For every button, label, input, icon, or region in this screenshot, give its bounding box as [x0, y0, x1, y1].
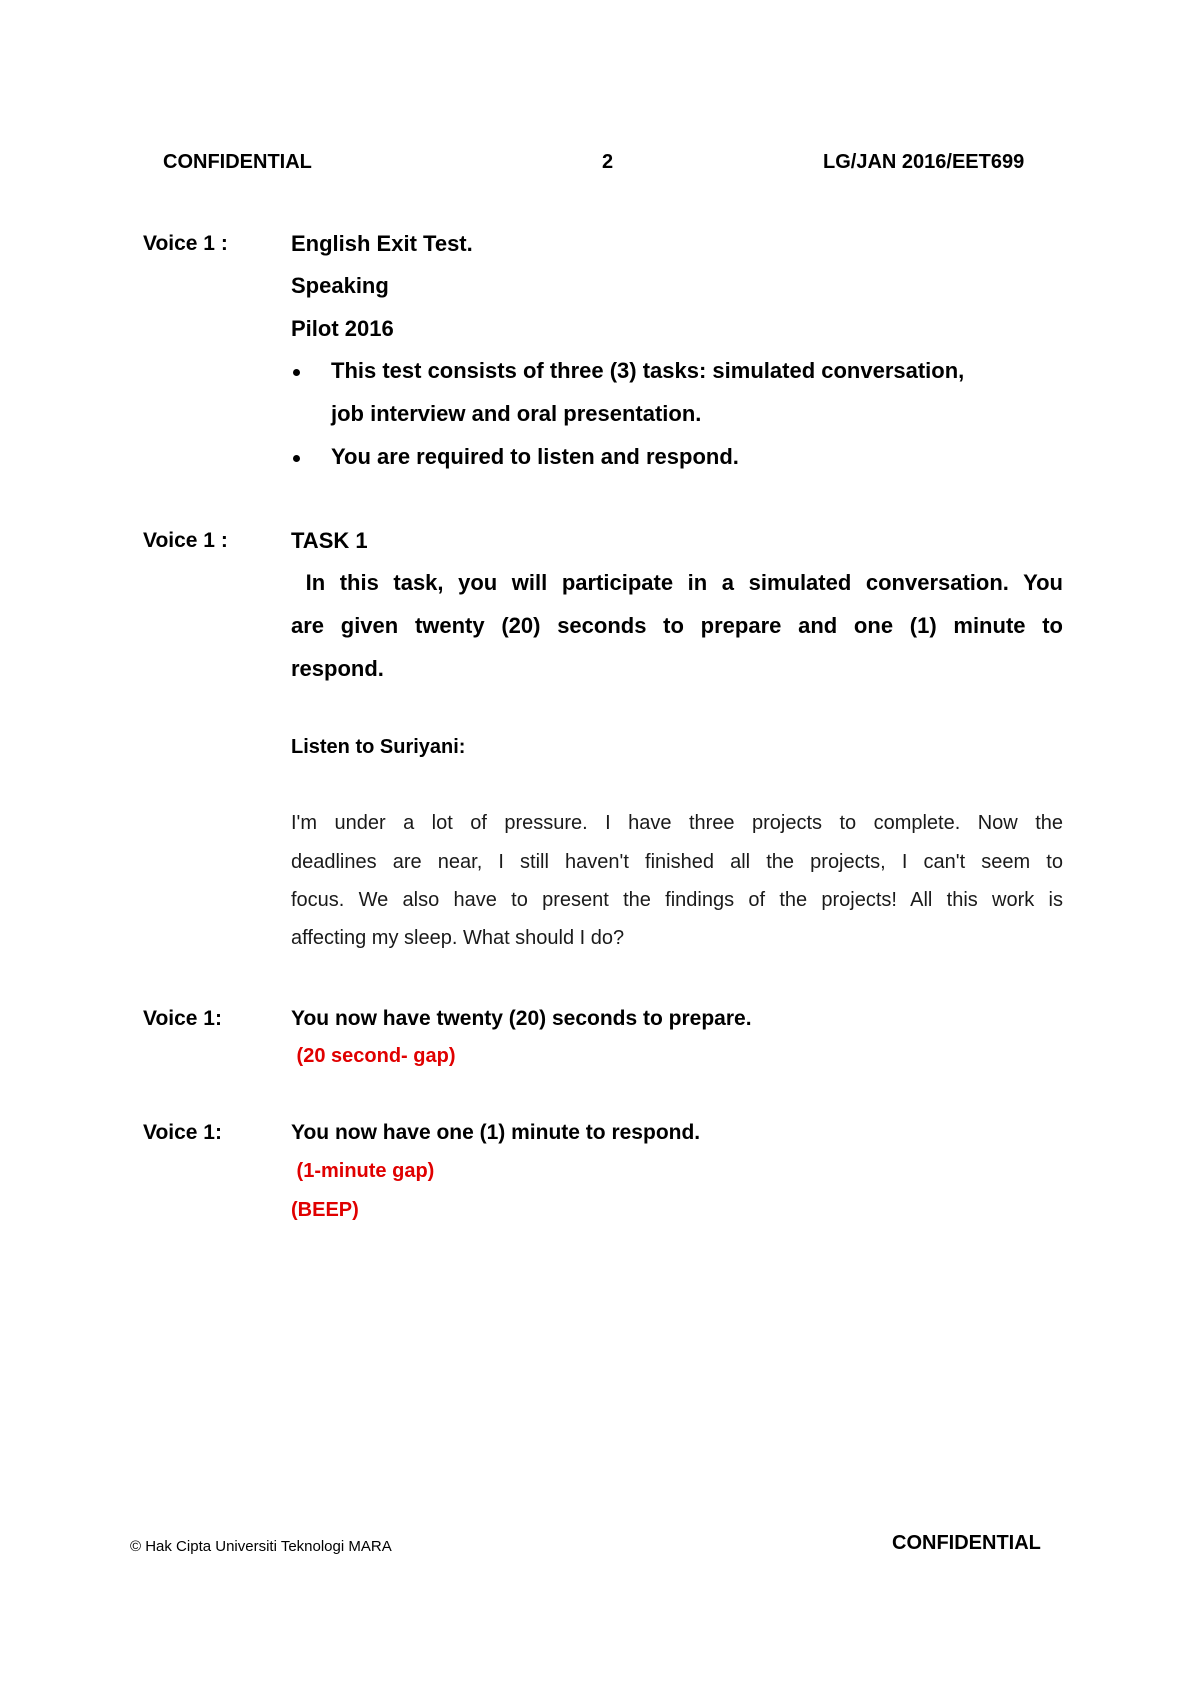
voice-label: Voice 1: — [143, 1007, 222, 1030]
passage-line: I'm under a lot of pressure. I have three projects to complete. Now the — [291, 812, 1063, 834]
gap-note: (1-minute gap) — [291, 1160, 435, 1182]
task-intro-line: are given twenty (20) seconds to prepare and one (1) minute to — [291, 613, 1063, 638]
bullet-text: This test consists of three (3) tasks: simulated conversation, — [331, 358, 965, 383]
voice-label: Voice 1: — [143, 1121, 222, 1144]
document-code: LG/JAN 2016/EET699 — [823, 151, 1025, 173]
voice-label: Voice 1 : — [143, 232, 228, 255]
task-title: TASK 1 — [291, 528, 368, 553]
bullet-text: You are required to listen and respond. — [331, 444, 739, 469]
prepare-instruction: You now have twenty (20) seconds to prepare. — [291, 1007, 752, 1030]
bullet-text-continued: job interview and oral presentation. — [331, 401, 702, 426]
beep-note: (BEEP) — [291, 1199, 359, 1221]
bullet-icon — [293, 369, 300, 376]
test-title: English Exit Test. — [291, 231, 473, 256]
page-number: 2 — [602, 151, 614, 173]
copyright-notice: © Hak Cipta Universiti Teknologi MARA — [130, 1538, 392, 1555]
test-subtitle: Speaking — [291, 273, 389, 298]
passage-line: focus. We also have to present the findings of the projects! All this work is — [291, 889, 1063, 911]
header-confidential: CONFIDENTIAL — [163, 151, 312, 173]
pilot-year: Pilot 2016 — [291, 316, 394, 341]
task-intro-line: respond. — [291, 656, 384, 681]
gap-note: (20 second- gap) — [291, 1045, 456, 1067]
task-intro-line: In this task, you will participate in a simulated conversation. You — [291, 570, 1063, 595]
footer-confidential: CONFIDENTIAL — [892, 1532, 1041, 1554]
listen-heading: Listen to Suriyani: — [291, 736, 466, 758]
respond-instruction: You now have one (1) minute to respond. — [291, 1121, 701, 1144]
passage-line: affecting my sleep. What should I do? — [291, 927, 625, 949]
bullet-icon — [293, 455, 300, 462]
passage-line: deadlines are near, I still haven't finished all the projects, I can't seem to — [291, 851, 1063, 873]
voice-label: Voice 1 : — [143, 529, 228, 552]
